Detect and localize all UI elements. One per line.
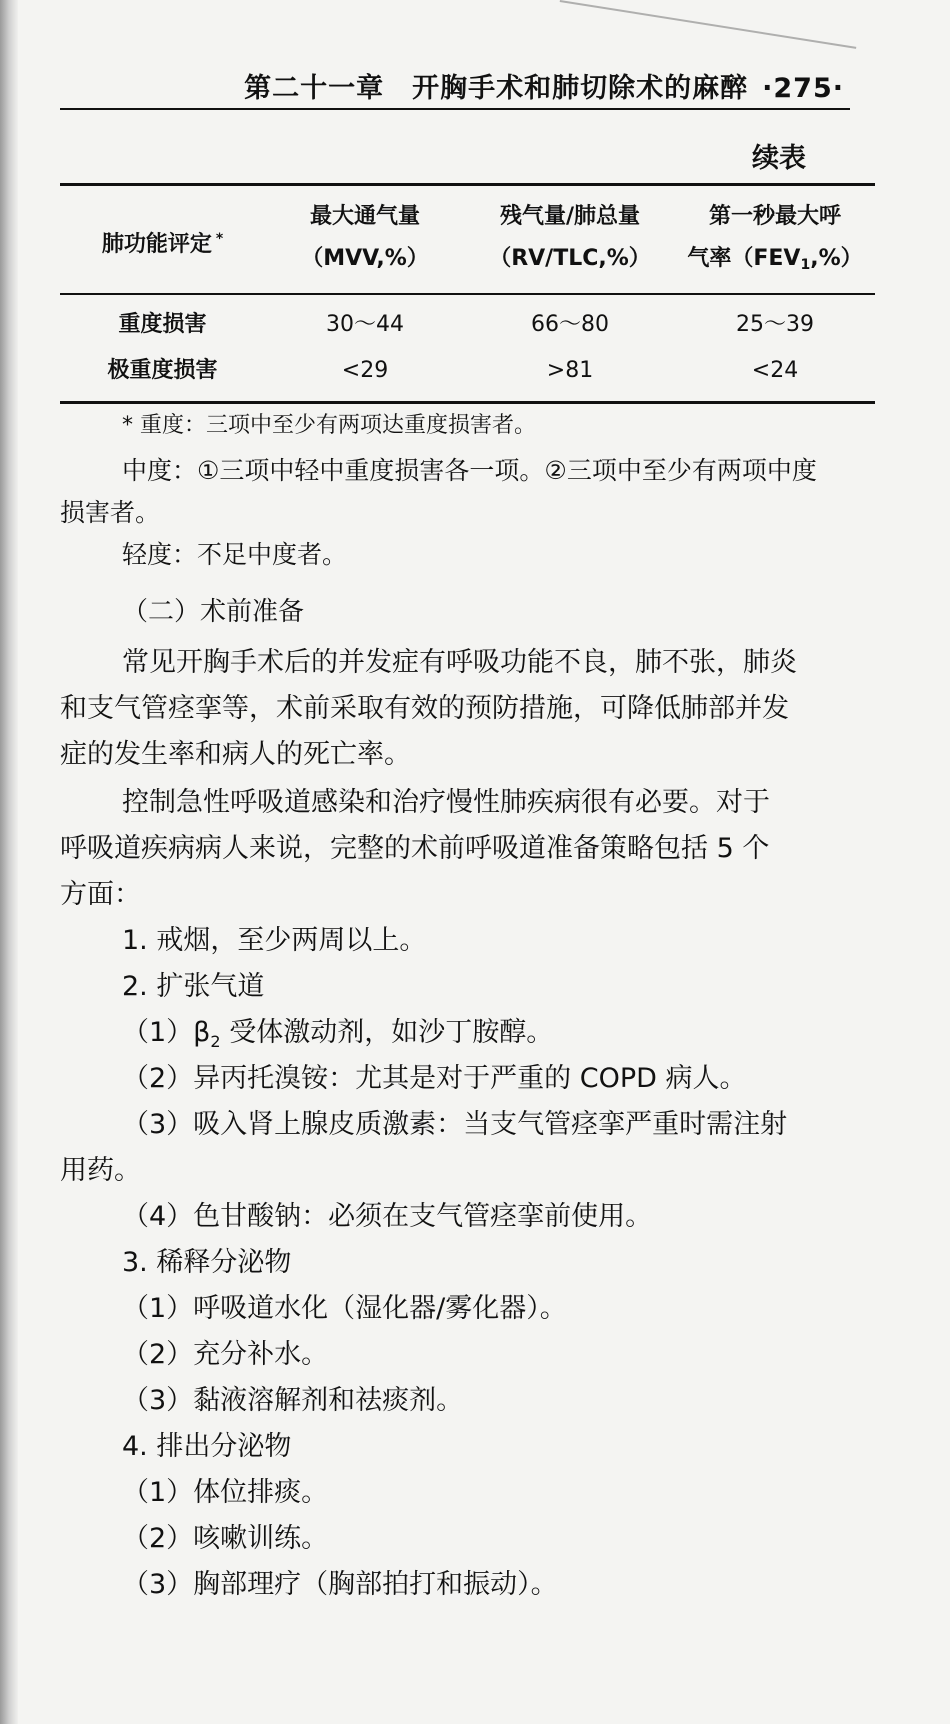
paragraph-line: 方面： bbox=[60, 879, 141, 910]
list-item: （1）体位排痰。 bbox=[122, 1477, 329, 1508]
running-header bbox=[60, 62, 850, 110]
list-item: （2）异丙托溴铵：尤其是对于严重的 COPD 病人。 bbox=[122, 1063, 747, 1094]
list-item: 3. 稀释分泌物 bbox=[122, 1247, 292, 1278]
beta-subscript: 2 bbox=[210, 1032, 221, 1051]
paragraph-line: 呼吸道疾病病人来说，完整的术前呼吸道准备策略包括 5 个 bbox=[60, 833, 770, 864]
row-rvtlc: >81 bbox=[546, 358, 594, 383]
beta-rest: 受体激动剂，如沙丁胺醇。 bbox=[220, 1017, 554, 1048]
list-item-continuation: 用药。 bbox=[60, 1155, 141, 1186]
note-moderate-line1: 中度：①三项中轻中重度损害各一项。②三项中至少有两项中度 bbox=[122, 456, 817, 485]
row-grade: 极重度损害 bbox=[107, 358, 218, 383]
beta-text: （1）β bbox=[122, 1017, 211, 1048]
list-item: 2. 扩张气道 bbox=[122, 971, 265, 1002]
list-item: 4. 排出分泌物 bbox=[122, 1431, 292, 1462]
row-mvv: 30～44 bbox=[326, 312, 404, 337]
list-item: （4）色甘酸钠：必须在支气管痉挛前使用。 bbox=[122, 1201, 653, 1232]
chapter-title: 第二十一章 开胸手术和肺切除术的麻醉 bbox=[244, 73, 749, 104]
fev1-subscript: 1 bbox=[800, 257, 811, 273]
note-mild: 轻度：不足中度者。 bbox=[122, 540, 348, 569]
header-text bbox=[244, 66, 844, 105]
header-rvtlc-line1: 残气量/肺总量 bbox=[499, 204, 641, 229]
list-item: （2）咳嗽训练。 bbox=[122, 1523, 329, 1554]
note-moderate-line2: 损害者。 bbox=[60, 498, 161, 527]
list-item: 1. 戒烟，至少两周以上。 bbox=[122, 925, 427, 956]
list-item: （3）黏液溶解剂和祛痰剂。 bbox=[122, 1385, 464, 1416]
header-mvv-line1: 最大通气量 bbox=[309, 204, 420, 229]
continued-table-label: 续表 bbox=[752, 143, 806, 174]
scan-edge-shadow bbox=[0, 0, 18, 1724]
row-mvv: <29 bbox=[341, 358, 389, 383]
header-mvv-line2: （MVV,%） bbox=[301, 246, 429, 271]
paragraph-line: 症的发生率和病人的死亡率。 bbox=[60, 739, 411, 770]
section-heading: （二）术前准备 bbox=[122, 597, 305, 627]
header-grade-label: 肺功能评定 bbox=[101, 232, 212, 257]
row-fev1: 25～39 bbox=[736, 312, 814, 337]
note-severe: * 重度：三项中至少有两项达重度损害者。 bbox=[122, 413, 536, 438]
lung-function-table bbox=[60, 183, 875, 404]
fev1-text: 气率（FEV bbox=[687, 246, 801, 271]
list-item: （2）充分补水。 bbox=[122, 1339, 329, 1370]
list-item: （1）呼吸道水化（湿化器/雾化器）。 bbox=[122, 1293, 567, 1324]
paragraph-line: 常见开胸手术后的并发症有呼吸功能不良，肺不张，肺炎 bbox=[122, 647, 797, 678]
footnote-mark: * bbox=[215, 231, 224, 247]
paragraph-line: 控制急性呼吸道感染和治疗慢性肺疾病很有必要。对于 bbox=[122, 787, 770, 818]
row-fev1: <24 bbox=[751, 358, 799, 383]
header-fev1-line1: 第一秒最大呼 bbox=[708, 204, 841, 229]
table-header bbox=[60, 186, 875, 295]
page-number: ·275· bbox=[762, 73, 844, 104]
header-fev1-line2 bbox=[675, 238, 875, 286]
fev1-unit: ,%） bbox=[810, 246, 863, 271]
list-item: （3）胸部理疗（胸部拍打和振动）。 bbox=[122, 1569, 558, 1600]
header-rvtlc-line2: （RV/TLC,%） bbox=[489, 246, 651, 271]
row-grade: 重度损害 bbox=[118, 312, 207, 337]
list-item: （3）吸入肾上腺皮质激素：当支气管痉挛严重时需注射 bbox=[122, 1109, 788, 1140]
paragraph-line: 和支气管痉挛等，术前采取有效的预防措施，可降低肺部并发 bbox=[60, 693, 789, 724]
row-rvtlc: 66～80 bbox=[531, 312, 609, 337]
header-grade bbox=[60, 204, 265, 280]
